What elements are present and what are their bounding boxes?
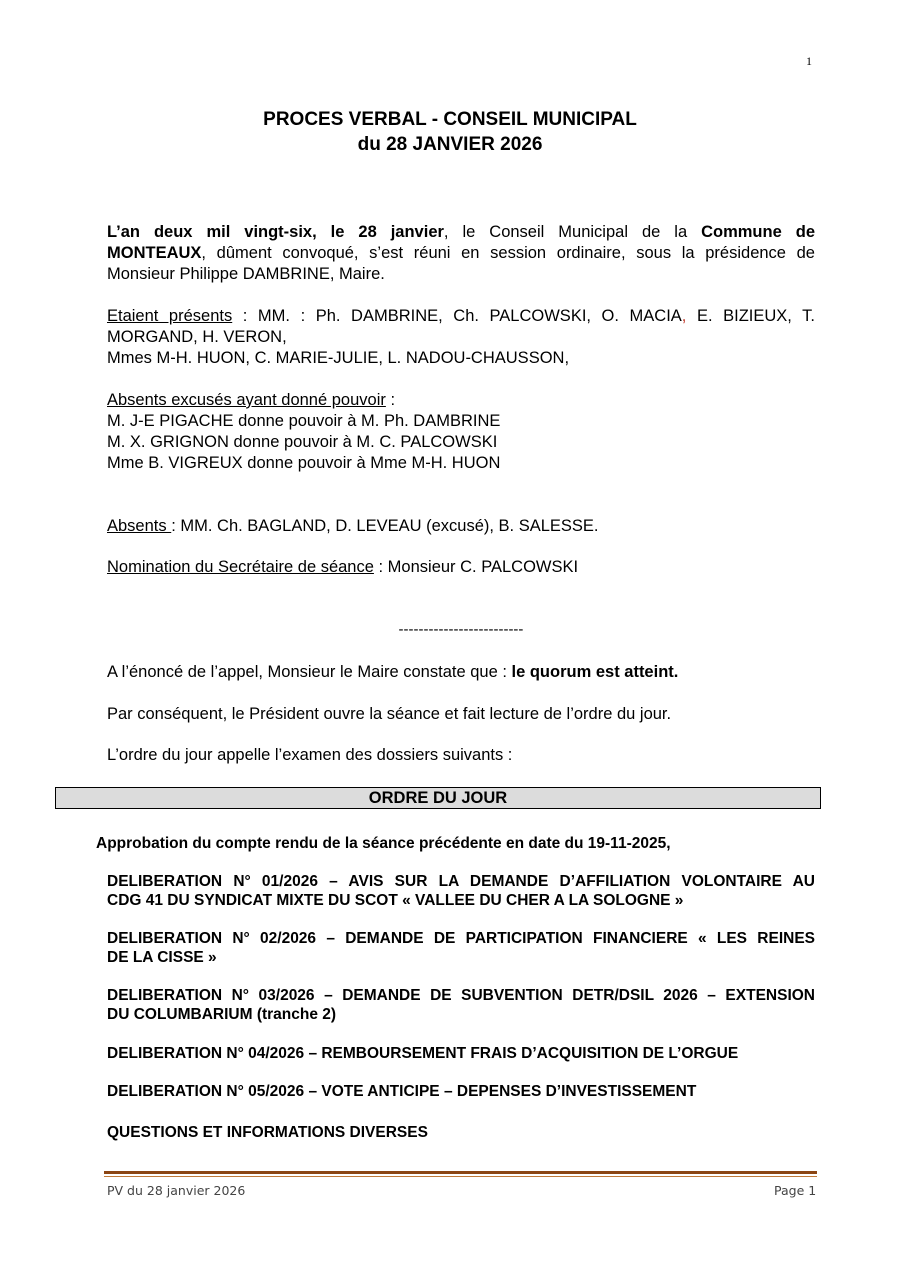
agenda-item-6: QUESTIONS ET INFORMATIONS DIVERSES (107, 1124, 428, 1141)
quorum-paragraph (107, 662, 815, 683)
absents-section (107, 516, 815, 537)
intro-commune: Commune de (701, 223, 815, 241)
excuses-heading (107, 390, 815, 411)
presents-text-b: E. BIZIEUX, T. (686, 307, 815, 325)
secretaire-text: : Monsieur C. PALCOWSKI (373, 558, 579, 576)
agenda-item-2 (107, 929, 815, 967)
presents-line-3: Mmes M-H. HUON, C. MARIE-JULIE, L. NADOU-CHAUSSON, (107, 349, 570, 367)
agenda-item-5: DELIBERATION N° 05/2026 – VOTE ANTICIPE – DEPENSES D’INVESTISSEMENT (107, 1083, 697, 1100)
footer-page: Page 1 (774, 1183, 817, 1198)
presents-line-1 (107, 306, 815, 327)
page-number: 1 (806, 54, 812, 68)
document-date: du 28 JANVIER 2026 (357, 134, 543, 155)
agenda-item-1 (107, 872, 815, 910)
presents-comma: , (681, 307, 687, 325)
intro-date: L’an deux mil vingt-six, le 28 janvier (107, 223, 444, 241)
ordre-intro: L’ordre du jour appelle l’examen des dossiers suivants : (107, 746, 513, 764)
agenda-item-1-line-1: DELIBERATION N° 01/2026 – AVIS SUR LA DEMANDE D’AFFILIATION VOLONTAIRE AU (107, 873, 815, 890)
intro-line-3: Monsieur Philippe DAMBRINE, Maire. (107, 265, 385, 283)
excuses-section (107, 390, 815, 474)
quorum-text: A l’énoncé de l’appel, Monsieur le Maire constate que : (107, 663, 512, 681)
secretaire-label: Nomination du Secrétaire de séance (107, 558, 374, 576)
agenda-item-2-line-1: DELIBERATION N° 02/2026 – DEMANDE DE PARTICIPATION FINANCIERE « LES REINES (107, 930, 815, 947)
agenda-item-3-line-2: DU COLUMBARIUM (tranche 2) (107, 1006, 337, 1023)
excuse-line: Mme B. VIGREUX donne pouvoir à Mme M-H. HUON (107, 454, 501, 472)
excuses-label: Absents excusés ayant donné pouvoir (107, 391, 386, 409)
secretaire-section (107, 557, 815, 578)
quorum-result: le quorum est atteint. (511, 663, 679, 681)
agenda-item-2-line-2: DE LA CISSE » (107, 949, 217, 966)
document-title: PROCES VERBAL - CONSEIL MUNICIPAL (263, 109, 637, 130)
ordre-du-jour-header: ORDRE DU JOUR (55, 787, 821, 809)
intro-text-1: , le Conseil Municipal de la (443, 223, 702, 241)
intro-town: MONTEAUX (107, 244, 202, 262)
absents-text: : MM. Ch. BAGLAND, D. LEVEAU (excusé), B. SALESSE. (171, 517, 599, 535)
absents-label: Absents (107, 517, 172, 535)
presents-section (107, 306, 815, 369)
footer-rule-thin (104, 1176, 817, 1177)
excuse-line: M. J-E PIGACHE donne pouvoir à M. Ph. DAMBRINE (107, 412, 501, 430)
intro-line-2 (107, 243, 815, 264)
consequent-paragraph: Par conséquent, le Président ouvre la séance et fait lecture de l’ordre du jour. (107, 705, 672, 723)
intro-text-2: , dûment convoqué, s’est réuni en session ordinaire, sous la présidence de (201, 244, 815, 262)
footer-rule (104, 1171, 817, 1174)
presents-line-2: MORGAND, H. VERON, (107, 328, 287, 346)
footer-left: PV du 28 janvier 2026 (107, 1183, 246, 1198)
presents-text-a: : MM. : Ph. DAMBRINE, Ch. PALCOWSKI, O. MACIA (232, 307, 682, 325)
agenda-item-4: DELIBERATION N° 04/2026 – REMBOURSEMENT FRAIS D’ACQUISITION DE L’ORGUE (107, 1045, 739, 1062)
intro-line-1 (107, 222, 815, 243)
intro-paragraph (107, 222, 815, 285)
excuses-suffix: : (385, 391, 396, 409)
agenda-item-3-line-1: DELIBERATION N° 03/2026 – DEMANDE DE SUBVENTION DETR/DSIL 2026 – EXTENSION (107, 987, 815, 1004)
agenda-item-1-line-2: CDG 41 DU SYNDICAT MIXTE DU SCOT « VALLEE DU CHER A LA SOLOGNE » (107, 892, 684, 909)
excuse-line: M. X. GRIGNON donne pouvoir à M. C. PALCOWSKI (107, 433, 498, 451)
approbation-item: Approbation du compte rendu de la séance précédente en date du 19-11-2025, (96, 835, 671, 852)
agenda-item-3 (107, 986, 815, 1024)
separator: ------------------------- (398, 621, 524, 638)
presents-label: Etaient présents (107, 307, 233, 325)
